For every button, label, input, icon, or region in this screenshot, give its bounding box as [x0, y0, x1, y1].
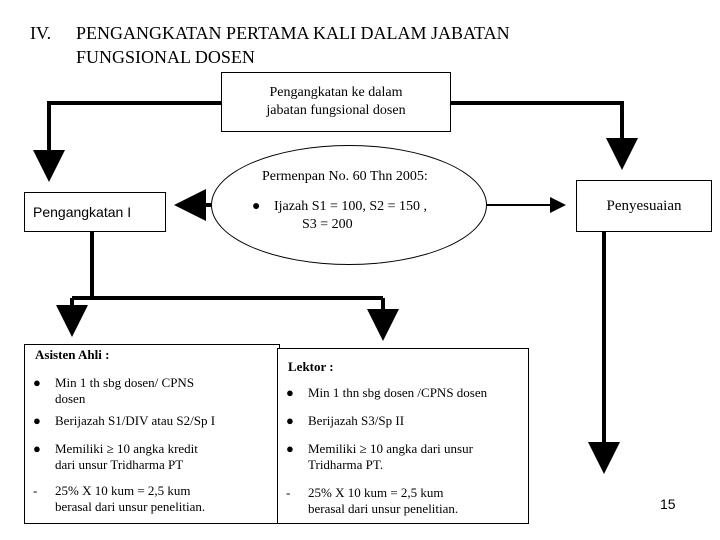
penyesuaian-box: [576, 180, 712, 232]
asisten-title: Asisten Ahli :: [35, 347, 110, 362]
regulation-item-line-1: Ijazah S1 = 100, S2 = 150 ,: [274, 199, 428, 214]
dash-marker: -: [286, 485, 291, 500]
asisten-ahli-box: Asisten Ahli : ● Min 1 th sbg dosen/ CPNS dosen ● Berijazah S1/DIV atau S2/Sp I ● Memiliki ≥ 10 angka kredit dari unsur Tridharma PT - 25% X 10 kum = 2,5 kum berasal dari unsur penelitian.: [24, 344, 280, 524]
pengangkatan-label: Pengangkatan I: [33, 204, 132, 220]
connector-top-to-pengangkatan: [49, 103, 221, 178]
pengangkatan-box: [24, 192, 166, 232]
section-number: IV.: [30, 23, 52, 43]
dash-marker: -: [33, 483, 38, 498]
bullet-icon: ●: [252, 199, 261, 214]
bullet-icon: ●: [286, 413, 294, 428]
regulation-item-line-2: S3 = 200: [302, 217, 353, 232]
penyesuaian-label: Penyesuaian: [606, 197, 682, 214]
heading-line-1: PENGANGKATAN PERTAMA KALI DALAM JABATAN: [76, 23, 510, 43]
lektor-title: Lektor :: [288, 359, 334, 374]
appointment-root-box: [221, 72, 451, 132]
bullet-icon: ●: [33, 375, 41, 390]
bullet-icon: ●: [33, 413, 41, 428]
heading-line-2: FUNGSIONAL DOSEN: [76, 47, 255, 67]
root-box-line-1: Pengangkatan ke dalam: [269, 85, 403, 100]
regulation-title: Permenpan No. 60 Thn 2005:: [262, 169, 428, 184]
root-box-line-2: jabatan fungsional dosen: [266, 103, 406, 118]
bullet-icon: ●: [286, 385, 294, 400]
lektor-box: Lektor : ● Min 1 thn sbg dosen /CPNS dosen ● Berijazah S3/Sp II ● Memiliki ≥ 10 angka dari unsur Tridharma PT. - 25% X 10 kum = 2,5 kum berasal dari unsur penelitian.: [277, 348, 529, 524]
connector-top-to-penyesuaian: [451, 103, 622, 166]
bullet-icon: ●: [286, 441, 294, 456]
page-number: 15: [660, 496, 676, 512]
bullet-icon: ●: [33, 441, 41, 456]
